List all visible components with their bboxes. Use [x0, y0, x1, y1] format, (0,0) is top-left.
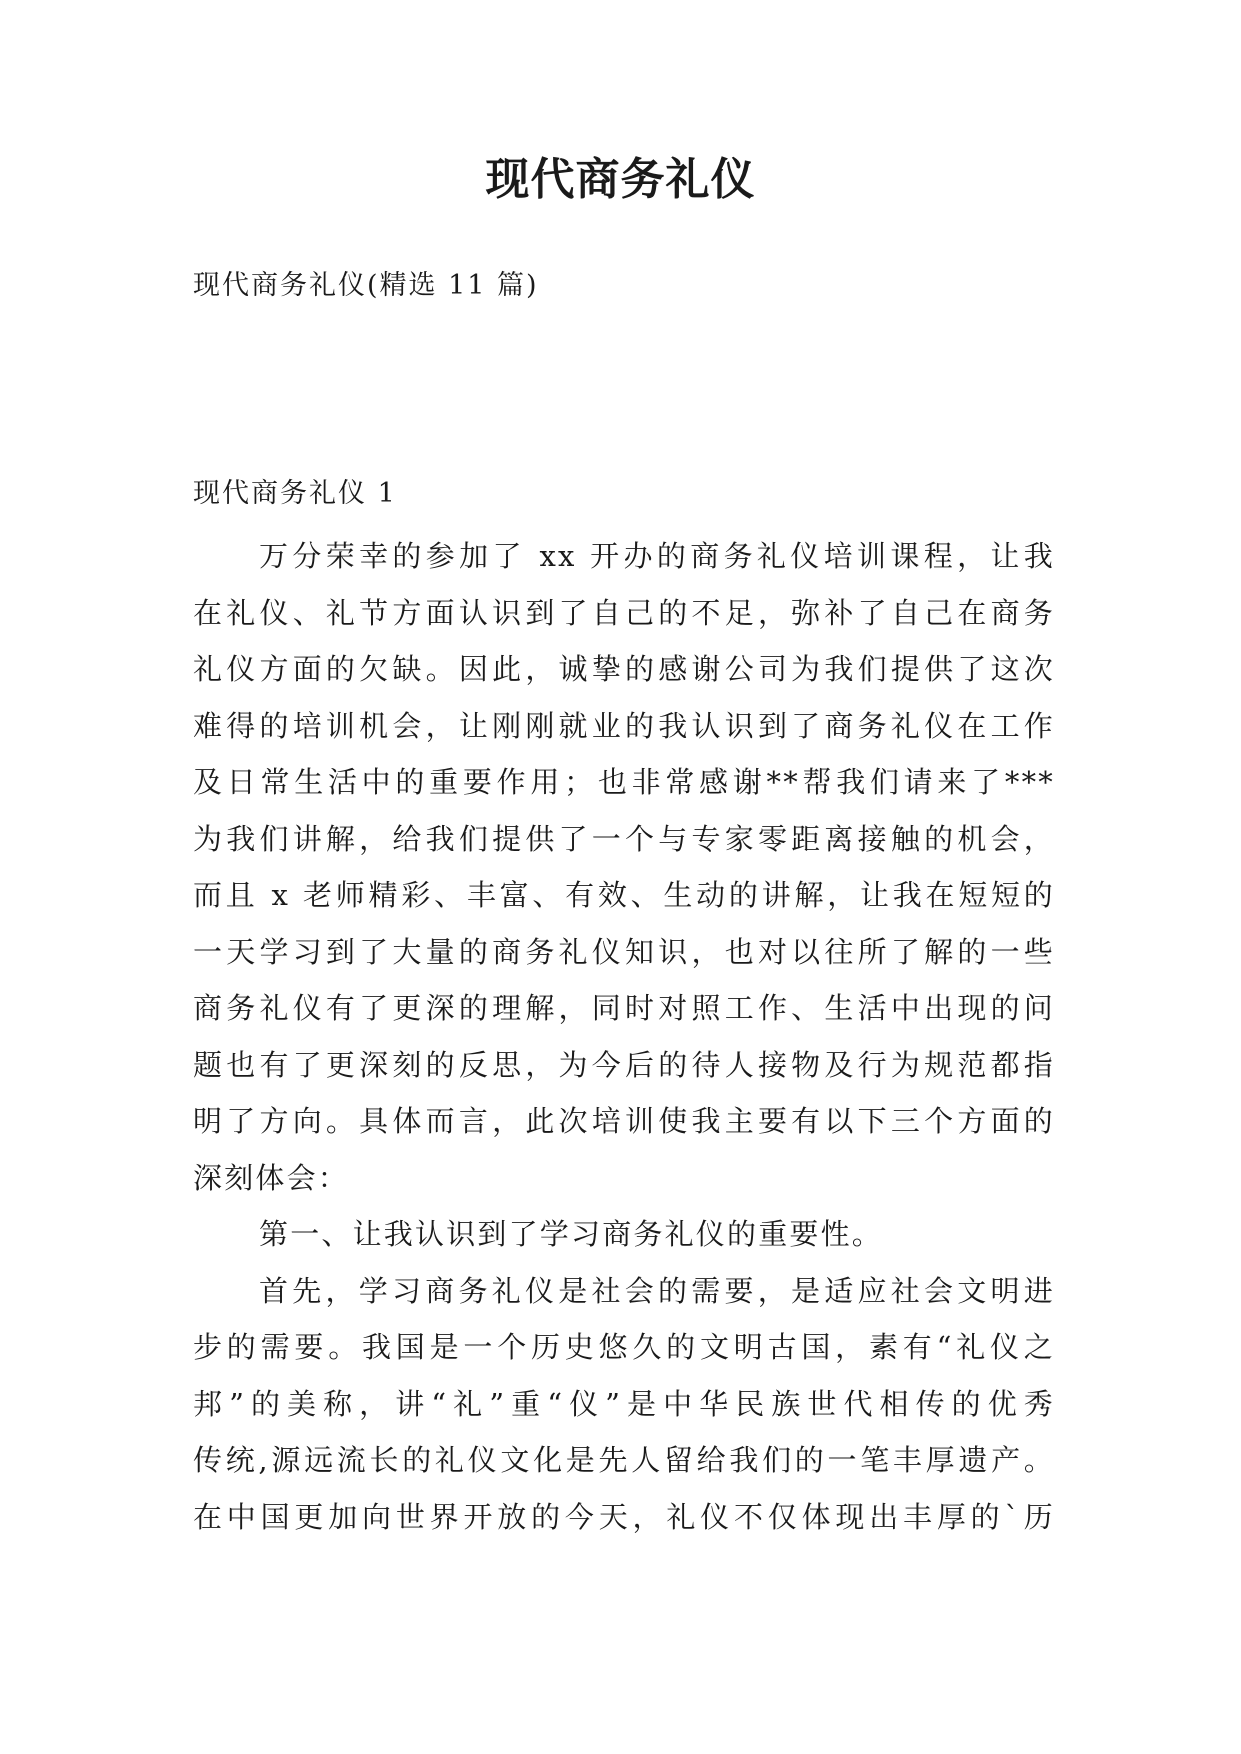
body-line: 明了方向。具体而言，此次培训使我主要有以下三个方面的 [193, 1104, 1055, 1138]
body-line: 在礼仪、礼节方面认识到了自己的不足，弥补了自己在商务 [193, 595, 1055, 630]
body-line: 万分荣幸的参加了 xx 开办的商务礼仪培训课程，让我 [259, 539, 1055, 573]
body-text [193, 528, 1055, 1545]
body-line: 而且 x 老师精彩、丰富、有效、生动的讲解，让我在短短的 [193, 878, 1055, 912]
body-line: 礼仪方面的欠缺。因此，诚挚的感谢公司为我们提供了这次 [193, 652, 1055, 686]
body-line: 难得的培训机会，让刚刚就业的我认识到了商务礼仪在工作 [193, 708, 1055, 743]
body-line: 首先，学习商务礼仪是社会的需要，是适应社会文明进 [259, 1273, 1055, 1308]
body-line: 商务礼仪有了更深的理解，同时对照工作、生活中出现的问 [193, 991, 1055, 1025]
document-title: 现代商务礼仪 [485, 154, 756, 205]
body-line: 为我们讲解，给我们提供了一个与专家零距离接触的机会， [193, 821, 1055, 856]
body-line: 在中国更加向世界开放的今天，礼仪不仅体现出丰厚的`历 [193, 1499, 1055, 1534]
body-line: 题也有了更深刻的反思，为今后的待人接物及行为规范都指 [193, 1047, 1055, 1082]
body-line: 及日常生活中的重要作用；也非常感谢**帮我们请来了*** [193, 765, 1055, 799]
body-line: 一天学习到了大量的商务礼仪知识，也对以往所了解的一些 [193, 934, 1055, 969]
body-line: 深刻体会： [193, 1160, 350, 1195]
body-line: 传统,源远流长的礼仪文化是先人留给我们的一笔丰厚遗产。 [193, 1443, 1055, 1477]
document-subtitle: 现代商务礼仪(精选 11 篇) [193, 270, 539, 301]
body-line: 邦”的美称，讲“礼”重“仪”是中华民族世代相传的优秀 [193, 1386, 1055, 1421]
body-line: 步的需要。我国是一个历史悠久的文明古国，素有“礼仪之 [193, 1330, 1055, 1364]
section-heading: 现代商务礼仪 1 [193, 478, 397, 509]
body-line: 第一、让我认识到了学习商务礼仪的重要性。 [259, 1217, 884, 1251]
